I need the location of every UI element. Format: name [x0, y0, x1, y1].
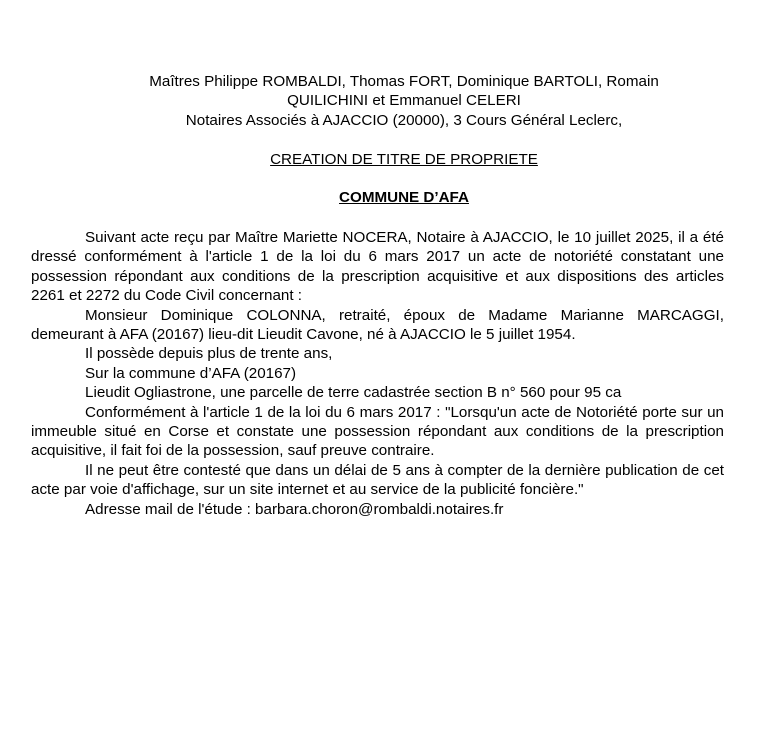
paragraph-deed: Suivant acte reçu par Maître Mariette NOCERA, Notaire à AJACCIO, le 10 juillet 2025, il a été dressé conformément à l'article 1 de la loi du 6 mars 2017 un acte de notoriété constatant une possession répondant aux conditions de la prescription acquisitive et aux dispositions des articles 2261 et 2272 du Code Civil concernant : — [31, 229, 724, 305]
paragraph-commune: Sur la commune d’AFA (20167) — [85, 364, 297, 382]
paragraph-email: Adresse mail de l'étude : barbara.choron@rombaldi.notaires.fr — [85, 500, 504, 518]
notary-header — [100, 72, 708, 130]
paragraph-contest-delay: Il ne peut être contesté que dans un délai de 5 ans à compter de la dernière publication de cet acte par voie d'affichage, sur un site internet et au service de la publicité foncière." — [31, 461, 724, 499]
paragraph-owner: Monsieur Dominique COLONNA, retraité, époux de Madame Marianne MARCAGGI, demeurant à AFA (20167) lieu-dit Lieudit Cavone, né à AJACCIO le 5 juillet 1954. — [31, 306, 724, 344]
paragraph-possession: Il possède depuis plus de trente ans, — [85, 345, 333, 363]
header-notaries-line: Maîtres Philippe ROMBALDI, Thomas FORT, Dominique BARTOLI, Romain — [149, 73, 659, 90]
header-notaries-line-cont: QUILICHINI et Emmanuel CELERI — [287, 92, 521, 110]
document-title: CREATION DE TITRE DE PROPRIETE — [270, 151, 538, 168]
document-body — [31, 228, 724, 519]
header-address-line: Notaires Associés à AJACCIO (20000), 3 Cours Général Leclerc, — [185, 111, 623, 129]
paragraph-law-quote: Conformément à l'article 1 de la loi du 6 mars 2017 : "Lorsqu'un acte de Notoriété porte sur un immeuble situé en Corse et constate une possession répondant aux conditions de la prescription acquisitive, il fait foi de la possession, sauf preuve contraire. — [31, 403, 724, 460]
paragraph-parcel: Lieudit Ogliastrone, une parcelle de terre cadastrée section B n° 560 pour 95 ca — [85, 384, 622, 402]
commune-heading: COMMUNE D’AFA — [339, 189, 469, 206]
